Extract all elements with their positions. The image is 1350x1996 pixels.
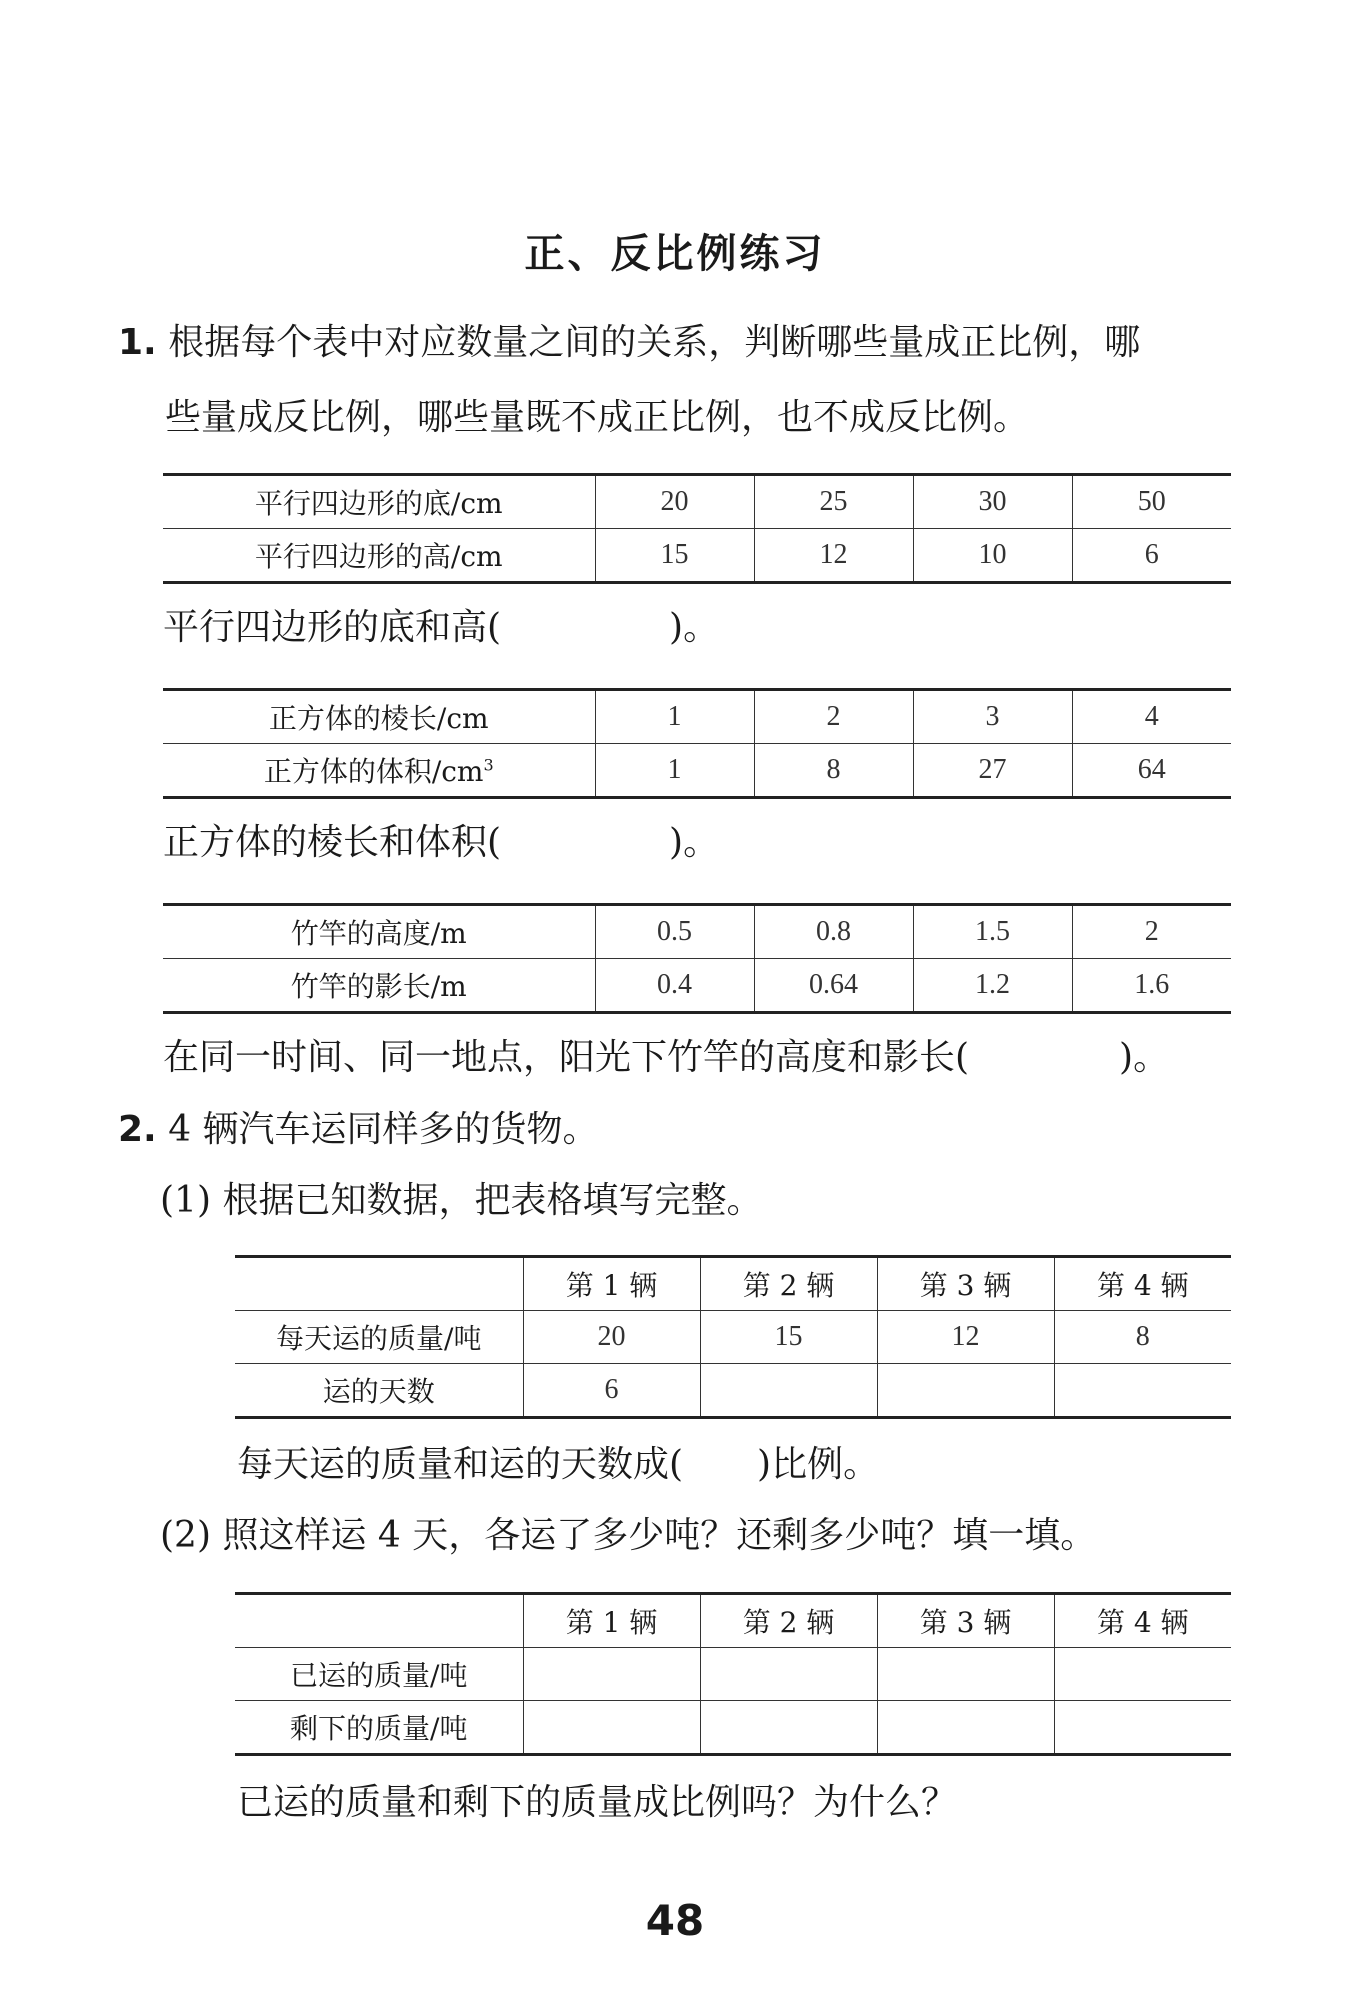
part1-answer-sentence	[237, 1442, 879, 1488]
q2-prompt: 4 辆汽车运同样多的货物。	[168, 1109, 599, 1150]
table-cell: 6	[523, 1364, 700, 1418]
row-label: 竹竿的高度/m	[163, 905, 595, 959]
superscript: 3	[483, 755, 494, 775]
row-label	[163, 744, 595, 798]
table-cell: 6	[1072, 529, 1231, 583]
q1-number: 1.	[118, 322, 157, 363]
answer-cell[interactable]	[700, 1648, 877, 1701]
q1-text-line1	[118, 320, 1140, 366]
table-cell: 1.6	[1072, 959, 1231, 1013]
column-header: 第 2 辆	[700, 1257, 877, 1311]
table-cell: 3	[913, 690, 1072, 744]
table-cell: 27	[913, 744, 1072, 798]
table-cell: 0.5	[595, 905, 754, 959]
part-label: (2)	[160, 1515, 211, 1556]
part-text: 根据已知数据，把表格填写完整。	[222, 1180, 763, 1221]
table-cell: 4	[1072, 690, 1231, 744]
table-cell: 1.2	[913, 959, 1072, 1013]
row-label: 每天运的质量/吨	[235, 1311, 523, 1364]
sentence-suffix: )比例。	[757, 1444, 880, 1485]
table-cell: 2	[754, 690, 913, 744]
part-text: 照这样运 4 天，各运了多少吨？还剩多少吨？填一填。	[222, 1515, 1097, 1556]
column-header: 第 1 辆	[523, 1257, 700, 1311]
table-cell: 8	[1054, 1311, 1231, 1364]
answer-cell[interactable]	[877, 1701, 1054, 1755]
row-label: 剩下的质量/吨	[290, 1712, 468, 1745]
table-cell: 2	[1072, 905, 1231, 959]
answer-cell[interactable]	[523, 1648, 700, 1701]
q1-prompt-line2: 些量成反比例，哪些量既不成正比例，也不成反比例。	[165, 397, 1030, 438]
q2-part1-prompt	[160, 1178, 762, 1224]
remaining-table	[235, 1592, 1231, 1756]
q2-number: 2.	[118, 1109, 157, 1150]
part-label: (1)	[160, 1180, 211, 1221]
q2-part2-prompt	[160, 1513, 1096, 1559]
table3-answer-sentence	[163, 1035, 1169, 1081]
answer-cell[interactable]	[1054, 1648, 1231, 1701]
table-cell: 1	[595, 744, 754, 798]
table1-answer-sentence	[163, 605, 719, 651]
answer-cell[interactable]	[877, 1648, 1054, 1701]
sentence-prefix: 平行四边形的底和高(	[163, 607, 502, 648]
row-label: 已运的质量/吨	[235, 1648, 523, 1701]
column-header: 第 3 辆	[877, 1257, 1054, 1311]
table-cell: 25	[754, 475, 913, 529]
table-cell: 0.8	[754, 905, 913, 959]
cube-table	[163, 688, 1231, 799]
q2-text	[118, 1107, 599, 1153]
table-cell: 20	[523, 1311, 700, 1364]
answer-cell[interactable]	[523, 1701, 700, 1755]
sentence-prefix: 在同一时间、同一地点，阳光下竹竿的高度和影长(	[163, 1037, 970, 1078]
table-row	[163, 959, 1231, 1013]
table-cell: 0.64	[754, 959, 913, 1013]
table-row	[235, 1311, 1231, 1364]
table-row	[235, 1364, 1231, 1418]
sentence-suffix: )。	[669, 607, 720, 648]
table-cell: 64	[1072, 744, 1231, 798]
table-cell: 8	[754, 744, 913, 798]
answer-cell[interactable]	[700, 1364, 877, 1418]
row-label: 运的天数	[322, 1375, 435, 1408]
table-row	[163, 905, 1231, 959]
sentence-suffix: )。	[1119, 1037, 1170, 1078]
table-cell: 30	[913, 475, 1072, 529]
answer-cell[interactable]	[1054, 1364, 1231, 1418]
bamboo-table	[163, 903, 1231, 1014]
table-cell: 10	[913, 529, 1072, 583]
answer-cell[interactable]	[1054, 1701, 1231, 1755]
q1-prompt-line1: 根据每个表中对应数量之间的关系，判断哪些量成正比例，哪	[168, 322, 1141, 363]
answer-cell[interactable]	[877, 1364, 1054, 1418]
table-row	[235, 1648, 1231, 1701]
row-label: 平行四边形的高/cm	[254, 540, 503, 573]
column-header: 第 2 辆	[700, 1594, 877, 1648]
table-cell: 1	[595, 690, 754, 744]
table-row	[163, 529, 1231, 583]
table-row	[163, 690, 1231, 744]
table2-answer-sentence	[163, 820, 719, 866]
sentence-prefix: 每天运的质量和运的天数成(	[237, 1444, 684, 1485]
sentence-prefix: 正方体的棱长和体积(	[163, 822, 502, 863]
table-cell: 15	[700, 1311, 877, 1364]
table-cell: 12	[754, 529, 913, 583]
corner-cell	[235, 1257, 523, 1311]
row-label: 平行四边形的底/cm	[163, 475, 595, 529]
table-header-row	[235, 1257, 1231, 1311]
table-cell: 1.5	[913, 905, 1072, 959]
corner-cell	[235, 1594, 523, 1648]
part2-question: 已运的质量和剩下的质量成比例吗？为什么？	[237, 1782, 958, 1823]
table-cell: 50	[1072, 475, 1231, 529]
parallelogram-table	[163, 473, 1231, 584]
row-label: 竹竿的影长/m	[290, 970, 467, 1003]
table-cell: 20	[595, 475, 754, 529]
table-cell: 12	[877, 1311, 1054, 1364]
sentence-suffix: )。	[669, 822, 720, 863]
page-title: 正、反比例练习	[524, 231, 826, 277]
table-header-row	[235, 1594, 1231, 1648]
answer-cell[interactable]	[700, 1701, 877, 1755]
table-cell: 0.4	[595, 959, 754, 1013]
page-number: 48	[645, 1896, 705, 1945]
column-header: 第 4 辆	[1054, 1594, 1231, 1648]
table-row	[163, 475, 1231, 529]
table-row	[163, 744, 1231, 798]
row-label-text: 正方体的体积/cm	[263, 755, 484, 788]
column-header: 第 4 辆	[1054, 1257, 1231, 1311]
trucks-table	[235, 1255, 1231, 1419]
column-header: 第 1 辆	[523, 1594, 700, 1648]
column-header: 第 3 辆	[877, 1594, 1054, 1648]
row-label: 正方体的棱长/cm	[163, 690, 595, 744]
table-cell: 15	[595, 529, 754, 583]
table-row	[235, 1701, 1231, 1755]
